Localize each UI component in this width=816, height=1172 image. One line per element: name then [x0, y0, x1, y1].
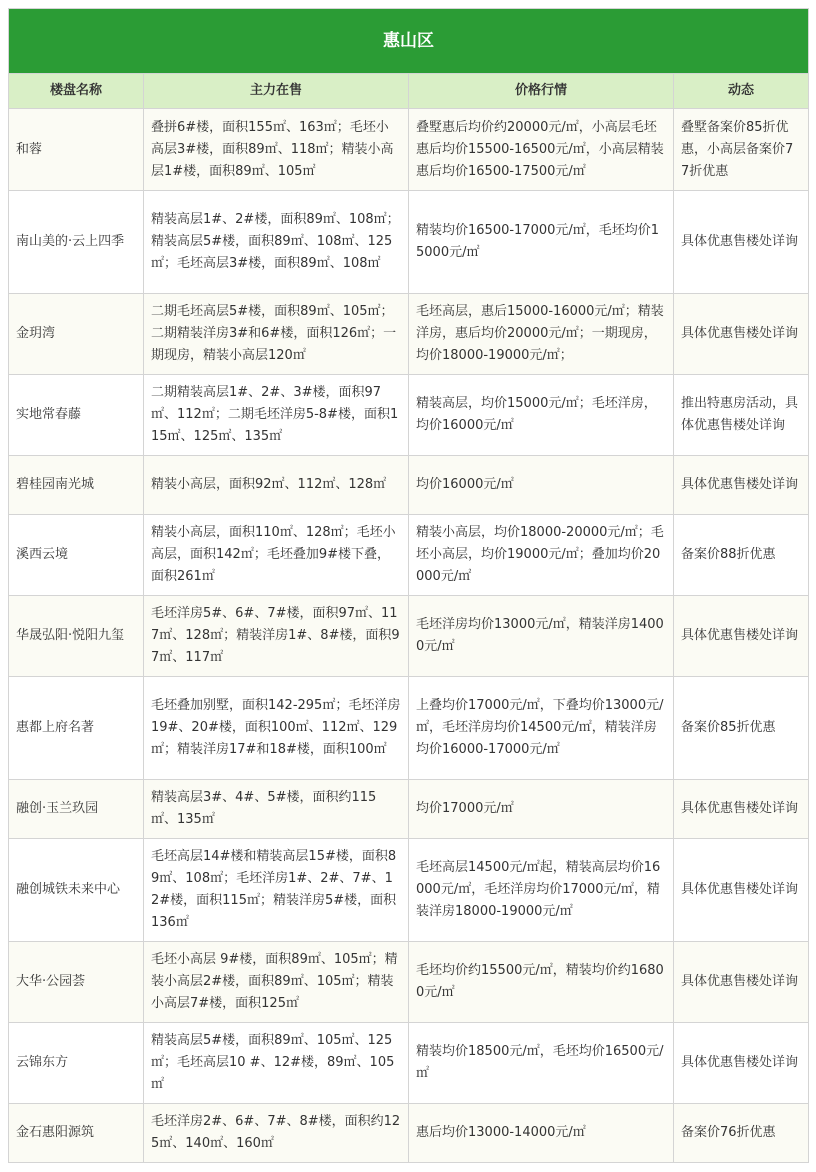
price-cell: 毛坯均价约15500元/㎡，精装均价约16800元/㎡ — [409, 942, 674, 1023]
district-title: 惠山区 — [9, 9, 809, 74]
status-cell: 具体优惠售楼处详询 — [674, 942, 809, 1023]
project-name-cell: 金石惠阳源筑 — [9, 1104, 144, 1163]
price-cell: 精装高层，均价15000元/㎡；毛坯洋房，均价16000元/㎡ — [409, 375, 674, 456]
table-body — [9, 109, 809, 1163]
table-row — [9, 294, 809, 375]
main-sales-cell: 毛坯小高层 9#楼，面积89㎡、105㎡；精装小高层2#楼，面积89㎡、105㎡；精装小高层7#楼，面积125㎡ — [144, 942, 409, 1023]
status-cell: 具体优惠售楼处详询 — [674, 456, 809, 515]
project-name-cell: 金玥湾 — [9, 294, 144, 375]
price-cell: 叠墅惠后均价约20000元/㎡，小高层毛坯惠后均价15500-16500元/㎡，小高层精装惠后均价16500-17500元/㎡ — [409, 109, 674, 191]
price-cell: 均价17000元/㎡ — [409, 780, 674, 839]
table-row — [9, 456, 809, 515]
table-row — [9, 677, 809, 780]
main-sales-cell: 精装高层3#、4#、5#楼，面积约115㎡、135㎡ — [144, 780, 409, 839]
status-cell: 推出特惠房活动，具体优惠售楼处详询 — [674, 375, 809, 456]
price-cell: 精装均价18500元/㎡，毛坯均价16500元/㎡ — [409, 1023, 674, 1104]
price-cell: 上叠均价17000元/㎡，下叠均价13000元/㎡，毛坯洋房均价14500元/㎡，精装洋房均价16000-17000元/㎡ — [409, 677, 674, 780]
price-table — [8, 8, 809, 1163]
main-sales-cell: 精装小高层，面积92㎡、112㎡、128㎡ — [144, 456, 409, 515]
project-name-cell: 南山美的·云上四季 — [9, 191, 144, 294]
table-row — [9, 109, 809, 191]
price-cell: 惠后均价13000-14000元/㎡ — [409, 1104, 674, 1163]
main-sales-cell: 二期毛坯高层5#楼，面积89㎡、105㎡；二期精装洋房3#和6#楼，面积126㎡；一期现房，精装小高层120㎡ — [144, 294, 409, 375]
project-name-cell: 大华·公园荟 — [9, 942, 144, 1023]
main-sales-cell: 精装小高层，面积110㎡、128㎡；毛坯小高层，面积142㎡；毛坯叠加9#楼下叠，面积261㎡ — [144, 515, 409, 596]
main-sales-cell: 精装高层1#、2#楼，面积89㎡、108㎡；精装高层5#楼，面积89㎡、108㎡、125㎡；毛坯高层3#楼，面积89㎡、108㎡ — [144, 191, 409, 294]
status-cell: 备案价88折优惠 — [674, 515, 809, 596]
project-name-cell: 云锦东方 — [9, 1023, 144, 1104]
main-sales-cell: 毛坯洋房5#、6#、7#楼，面积97㎡、117㎡、128㎡；精装洋房1#、8#楼，面积97㎡、117㎡ — [144, 596, 409, 677]
status-cell: 具体优惠售楼处详询 — [674, 191, 809, 294]
status-cell: 叠墅备案价85折优惠，小高层备案价77折优惠 — [674, 109, 809, 191]
table-row — [9, 375, 809, 456]
main-sales-cell: 叠拼6#楼，面积155㎡、163㎡；毛坯小高层3#楼，面积89㎡、118㎡；精装小高层1#楼，面积89㎡、105㎡ — [144, 109, 409, 191]
status-cell: 具体优惠售楼处详询 — [674, 596, 809, 677]
table-row — [9, 780, 809, 839]
main-sales-cell: 毛坯叠加别墅，面积142-295㎡；毛坯洋房19#、20#楼，面积100㎡、112㎡、129㎡；精装洋房17#和18#楼，面积100㎡ — [144, 677, 409, 780]
main-sales-cell: 二期精装高层1#、2#、3#楼，面积97㎡、112㎡；二期毛坯洋房5-8#楼，面积115㎡、125㎡、135㎡ — [144, 375, 409, 456]
price-cell: 毛坯高层14500元/㎡起，精装高层均价16000元/㎡，毛坯洋房均价17000元/㎡，精装洋房18000-19000元/㎡ — [409, 839, 674, 942]
price-table-container — [8, 8, 808, 1163]
table-row — [9, 596, 809, 677]
status-cell: 具体优惠售楼处详询 — [674, 1023, 809, 1104]
status-cell: 备案价76折优惠 — [674, 1104, 809, 1163]
price-cell: 毛坯洋房均价13000元/㎡，精装洋房14000元/㎡ — [409, 596, 674, 677]
project-name-cell: 华晟弘阳·悦阳九玺 — [9, 596, 144, 677]
header-price: 价格行情 — [409, 74, 674, 109]
table-row — [9, 1023, 809, 1104]
header-project-name: 楼盘名称 — [9, 74, 144, 109]
project-name-cell: 融创·玉兰玖园 — [9, 780, 144, 839]
header-status: 动态 — [674, 74, 809, 109]
status-cell: 具体优惠售楼处详询 — [674, 839, 809, 942]
table-row — [9, 191, 809, 294]
main-sales-cell: 毛坯高层14#楼和精装高层15#楼，面积89㎡、108㎡；毛坯洋房1#、2#、7#、12#楼，面积115㎡；精装洋房5#楼，面积136㎡ — [144, 839, 409, 942]
project-name-cell: 碧桂园南光城 — [9, 456, 144, 515]
project-name-cell: 惠都上府名著 — [9, 677, 144, 780]
status-cell: 备案价85折优惠 — [674, 677, 809, 780]
status-cell: 具体优惠售楼处详询 — [674, 780, 809, 839]
table-header-row — [9, 74, 809, 109]
main-sales-cell: 毛坯洋房2#、6#、7#、8#楼，面积约125㎡、140㎡、160㎡ — [144, 1104, 409, 1163]
status-cell: 具体优惠售楼处详询 — [674, 294, 809, 375]
table-row — [9, 942, 809, 1023]
price-cell: 毛坯高层，惠后15000-16000元/㎡；精装洋房，惠后均价20000元/㎡；一期现房，均价18000-19000元/㎡； — [409, 294, 674, 375]
table-row — [9, 515, 809, 596]
project-name-cell: 溪西云境 — [9, 515, 144, 596]
price-cell: 精装均价16500-17000元/㎡，毛坯均价15000元/㎡ — [409, 191, 674, 294]
price-cell: 均价16000元/㎡ — [409, 456, 674, 515]
table-row — [9, 839, 809, 942]
project-name-cell: 实地常春藤 — [9, 375, 144, 456]
table-row — [9, 1104, 809, 1163]
price-cell: 精装小高层，均价18000-20000元/㎡；毛坯小高层，均价19000元/㎡；叠加均价20000元/㎡ — [409, 515, 674, 596]
main-sales-cell: 精装高层5#楼，面积89㎡、105㎡、125㎡；毛坯高层10 #、12#楼，89㎡、105㎡ — [144, 1023, 409, 1104]
project-name-cell: 和蓉 — [9, 109, 144, 191]
table-title-row — [9, 9, 809, 74]
project-name-cell: 融创城铁未来中心 — [9, 839, 144, 942]
header-main-sales: 主力在售 — [144, 74, 409, 109]
